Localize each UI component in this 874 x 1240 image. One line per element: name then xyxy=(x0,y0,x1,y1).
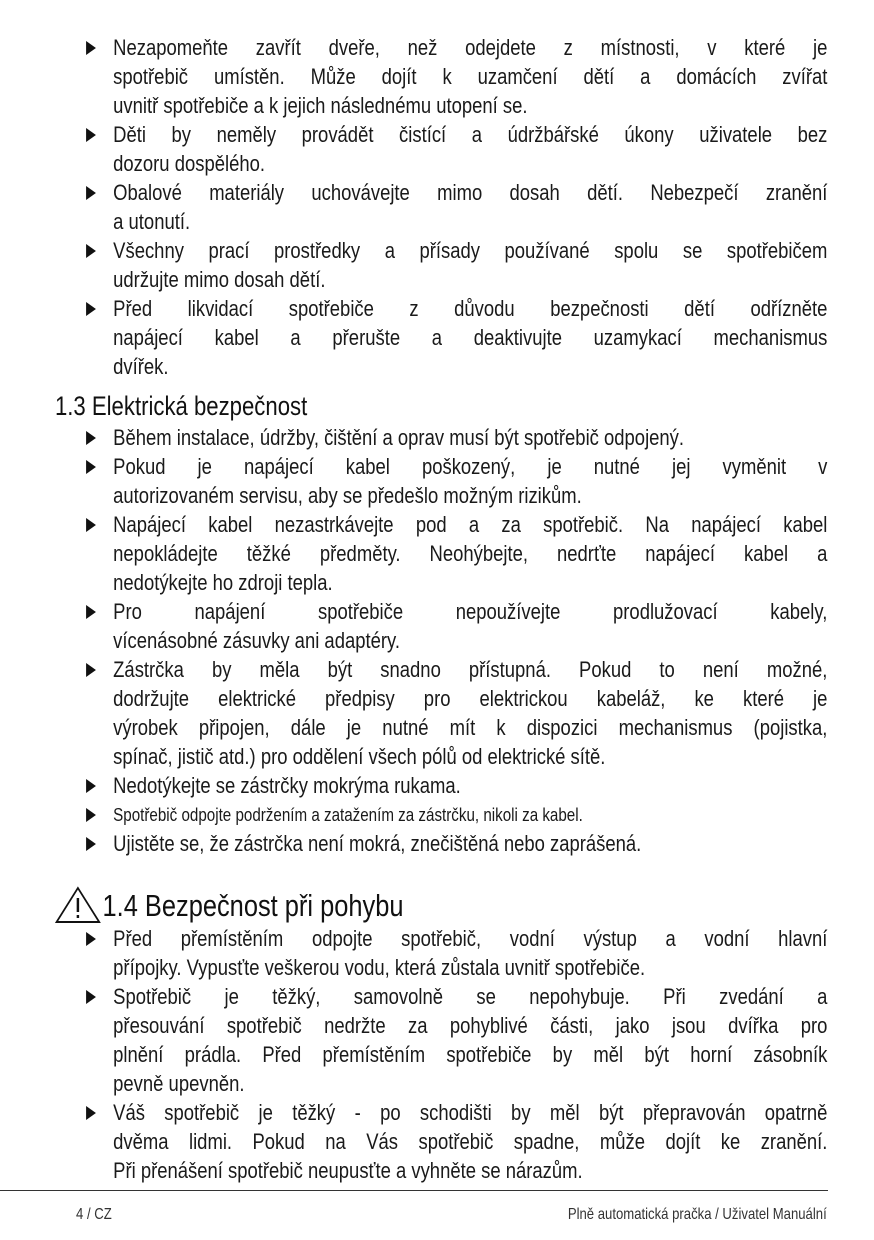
text-line: Ujistěte se, že zástrčka není mokrá, znečištěná nebo zaprášená. xyxy=(113,831,642,856)
text-line: udržujte mimo dosah dětí. xyxy=(113,267,326,292)
text-line: dvířek. xyxy=(113,354,169,379)
text-line: Před likvidací spotřebiče z důvodu bezpečnosti dětí odřízněte xyxy=(113,296,828,321)
text-line: spínač, jistič atd.) pro oddělení všech pólů od elektrické sítě. xyxy=(113,744,606,769)
bullet-triangle-icon xyxy=(85,302,96,316)
page-number: 4 / CZ xyxy=(76,1206,112,1223)
text-line: pevně upevněn. xyxy=(113,1071,245,1096)
text-line: Nezapomeňte zavřít dveře, než odejdete z místnosti, v které je xyxy=(113,35,828,60)
list-item xyxy=(0,178,874,236)
bullet-triangle-icon xyxy=(85,186,96,200)
text-line: Nedotýkejte se zástrčky mokrýma rukama. xyxy=(113,773,461,798)
list-item xyxy=(0,120,874,178)
list-item xyxy=(0,236,874,294)
footer-title: Plně automatická pračka / Uživatel Manuální xyxy=(568,1206,827,1223)
text-line: Napájecí kabel nezastrkávejte pod a za spotřebič. Na napájecí kabel xyxy=(113,512,828,537)
bullet-triangle-icon xyxy=(85,460,96,474)
list-item xyxy=(0,423,874,452)
list-item xyxy=(0,829,874,858)
bullet-triangle-icon xyxy=(85,518,96,532)
text-line: Všechny prací prostředky a přísady používané spolu se spotřebičem xyxy=(113,238,828,263)
section-electrical-safety xyxy=(0,391,874,858)
text-line: Děti by neměly provádět čistící a údržbářské úkony uživatele bez xyxy=(113,122,828,147)
section-heading: 1.3 Elektrická bezpečnost xyxy=(54,391,308,421)
bullet-triangle-icon xyxy=(85,837,96,851)
bullet-triangle-icon xyxy=(85,990,96,1004)
text-line: Během instalace, údržby, čištění a oprav musí být spotřebič odpojený. xyxy=(113,425,685,450)
section-moving-safety xyxy=(0,888,874,1185)
intro-list xyxy=(0,0,874,381)
bullet-triangle-icon xyxy=(85,605,96,619)
list-item xyxy=(0,771,874,800)
bullet-triangle-icon xyxy=(85,431,96,445)
list-item xyxy=(0,982,874,1098)
text-line: Pokud je napájecí kabel poškozený, je nutné jej vyměnit v xyxy=(113,454,828,479)
list-item xyxy=(0,655,874,771)
text-line: Obalové materiály uchovávejte mimo dosah dětí. Nebezpečí zranění xyxy=(113,180,828,205)
text-line: autorizovaném servisu, aby se předešlo možným rizikům. xyxy=(113,483,582,508)
list-item xyxy=(0,924,874,982)
footer-divider xyxy=(0,1190,828,1191)
text-line: dvěma lidmi. Pokud na Vás spotřebič spadne, může dojít ke zranění. xyxy=(113,1129,828,1154)
text-line: Váš spotřebič je těžký - po schodišti by měl být přepravován opatrně xyxy=(113,1100,828,1125)
text-line: Před přemístěním odpojte spotřebič, vodní výstup a vodní hlavní xyxy=(113,926,828,951)
moving-safety-list xyxy=(0,924,874,1185)
list-item xyxy=(0,597,874,655)
text-line: uvnitř spotřebiče a k jejich následnému utopení se. xyxy=(113,93,528,118)
list-item xyxy=(0,800,874,829)
text-line: a utonutí. xyxy=(113,209,191,234)
text-line: plnění prádla. Před přemístěním spotřebiče by měl být horní zásobník xyxy=(113,1042,828,1067)
warning-triangle-icon xyxy=(55,886,101,924)
bullet-triangle-icon xyxy=(85,663,96,677)
text-line: dozoru dospělého. xyxy=(113,151,265,176)
text-line: přesouvání spotřebič nedržte za pohyblivé části, jako jsou dvířka pro xyxy=(113,1013,828,1038)
list-item xyxy=(0,33,874,120)
text-line: Při přenášení spotřebič neupusťte a vyhněte se nárazům. xyxy=(113,1158,583,1183)
bullet-triangle-icon xyxy=(85,41,96,55)
text-line: Pro napájení spotřebiče nepoužívejte prodlužovací kabely, xyxy=(113,599,828,624)
bullet-triangle-icon xyxy=(85,244,96,258)
electrical-safety-list xyxy=(0,423,874,858)
bullet-triangle-icon xyxy=(85,932,96,946)
text-line: napájecí kabel a přerušte a deaktivujte uzamykací mechanismus xyxy=(113,325,828,350)
list-item xyxy=(0,452,874,510)
list-item xyxy=(0,294,874,381)
list-item xyxy=(0,1098,874,1185)
text-line: dodržujte elektrické předpisy pro elektrickou kabeláž, ke které je xyxy=(113,686,828,711)
text-line: vícenásobné zásuvky ani adaptéry. xyxy=(113,628,400,653)
bullet-triangle-icon xyxy=(85,1106,96,1120)
section-heading-row xyxy=(55,888,874,924)
text-line: nedotýkejte ho zdroji tepla. xyxy=(113,570,333,595)
bullet-triangle-icon xyxy=(85,808,96,822)
list-item xyxy=(0,510,874,597)
bullet-triangle-icon xyxy=(85,128,96,142)
text-line: Spotřebič je těžký, samovolně se nepohybuje. Při zvedání a xyxy=(113,984,828,1009)
text-line: Spotřebič odpojte podržením a zatažením za zástrčku, nikoli za kabel. xyxy=(113,804,583,825)
bullet-triangle-icon xyxy=(85,779,96,793)
text-line: nepokládejte těžké předměty. Neohýbejte, nedrťte napájecí kabel a xyxy=(113,541,828,566)
text-line: Zástrčka by měla být snadno přístupná. Pokud to není možné, xyxy=(113,657,828,682)
text-line: spotřebič umístěn. Může dojít k uzamčení dětí a domácích zvířat xyxy=(113,64,828,89)
section-heading: 1.4 Bezpečnost při pohybu xyxy=(102,888,404,923)
text-line: výrobek připojen, dále je nutné mít k dispozici mechanismus (pojistka, xyxy=(113,715,828,740)
text-line: přípojky. Vypusťte veškerou vodu, která zůstala uvnitř spotřebiče. xyxy=(113,955,646,980)
